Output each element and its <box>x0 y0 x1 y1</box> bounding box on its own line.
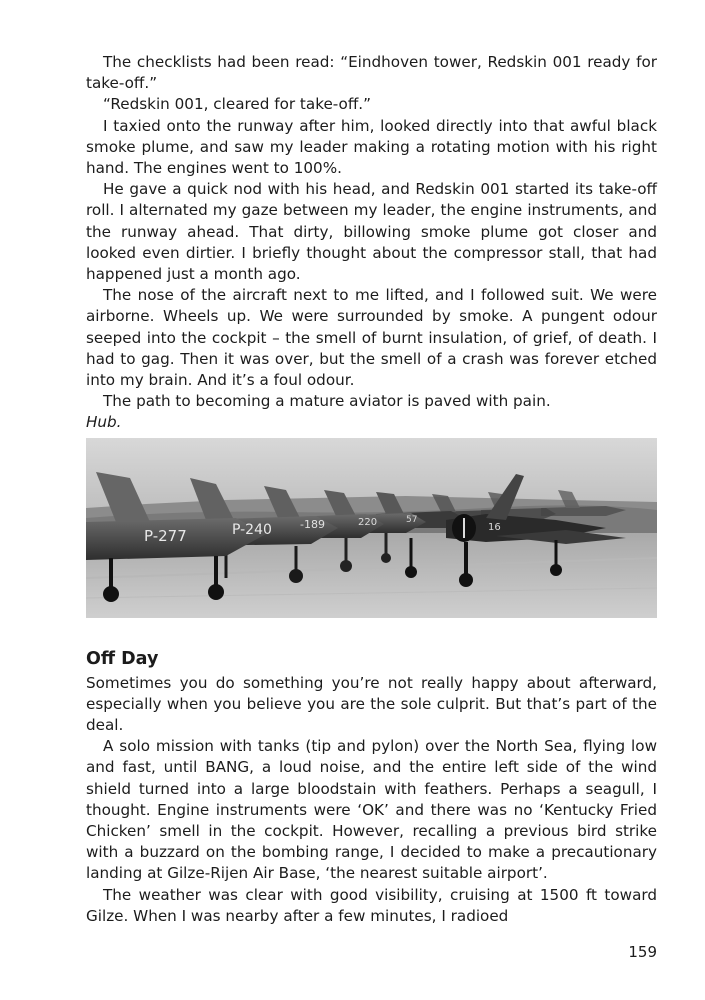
section-heading: Off Day <box>86 648 159 669</box>
aircraft-lineup-image <box>86 438 657 618</box>
paragraph: The checklists had been read: “Eindhoven tower, Redskin 001 ready for take-off.” <box>86 53 657 93</box>
aircraft-label: 16 <box>488 521 501 533</box>
aircraft-label: -189 <box>300 517 325 531</box>
paragraph: A solo mission with tanks (tip and pylon) over the North Sea, flying low and fast, until BANG, a loud noise, and the entire left side of the wind shield turned into a large bloodstain with feathers. Perhaps a seagull, I thought. Engine instruments were ‘OK’ and there was no ‘Kentucky Fried Chicken’ smell in the cockpit. However, recalling a previous bird strike with a buzzard on the bombing range, I decided to make a precautionary landing at Gilze-Rijen Air Base, ‘the nearest suitable airport’. <box>86 737 657 883</box>
aircraft-label: P-240 <box>232 521 272 538</box>
aircraft-label: 57 <box>406 514 418 525</box>
page-number: 159 <box>628 943 657 961</box>
paragraph: He gave a quick nod with his head, and Redskin 001 started its take-off roll. I alternated my gaze between my leader, the engine instruments, and the runway ahead. That dirty, billowing smoke plume got closer and looked even dirtier. I briefly thought about the compressor stall, that had happened just a month ago. <box>86 180 657 284</box>
aircraft-label: 220 <box>358 516 378 528</box>
paragraph: The path to becoming a mature aviator is paved with pain. <box>103 392 551 411</box>
paragraph: The weather was clear with good visibility, cruising at 1500 ft toward Gilze. When I was nearby after a few minutes, I radioed <box>86 885 657 925</box>
paragraph: “Redskin 001, cleared for take-off.” <box>103 95 372 114</box>
paragraph: I taxied onto the runway after him, looked directly into that awful black smoke plume, and saw my leader making a rotating motion with his right hand. The engines went to 100%. <box>86 116 657 178</box>
aircraft-lineup-photo <box>86 438 657 618</box>
signature: Hub. <box>86 413 122 432</box>
paragraph: The nose of the aircraft next to me lifted, and I followed suit. We were airborne. Wheels up. We were surrounded by smoke. A pungent odour seeped into the cockpit – the smell of burnt insulation, of grief, of death. I had to gag. Then it was over, but the smell of a crash was forever etched into my brain. And it’s a foul odour. <box>86 286 657 390</box>
paragraph: Sometimes you do something you’re not really happy about afterward, especially when you believe you are the sole culprit. But that’s part of the deal. <box>86 673 657 735</box>
page-body <box>86 52 657 927</box>
aircraft-label: P-277 <box>144 526 187 545</box>
